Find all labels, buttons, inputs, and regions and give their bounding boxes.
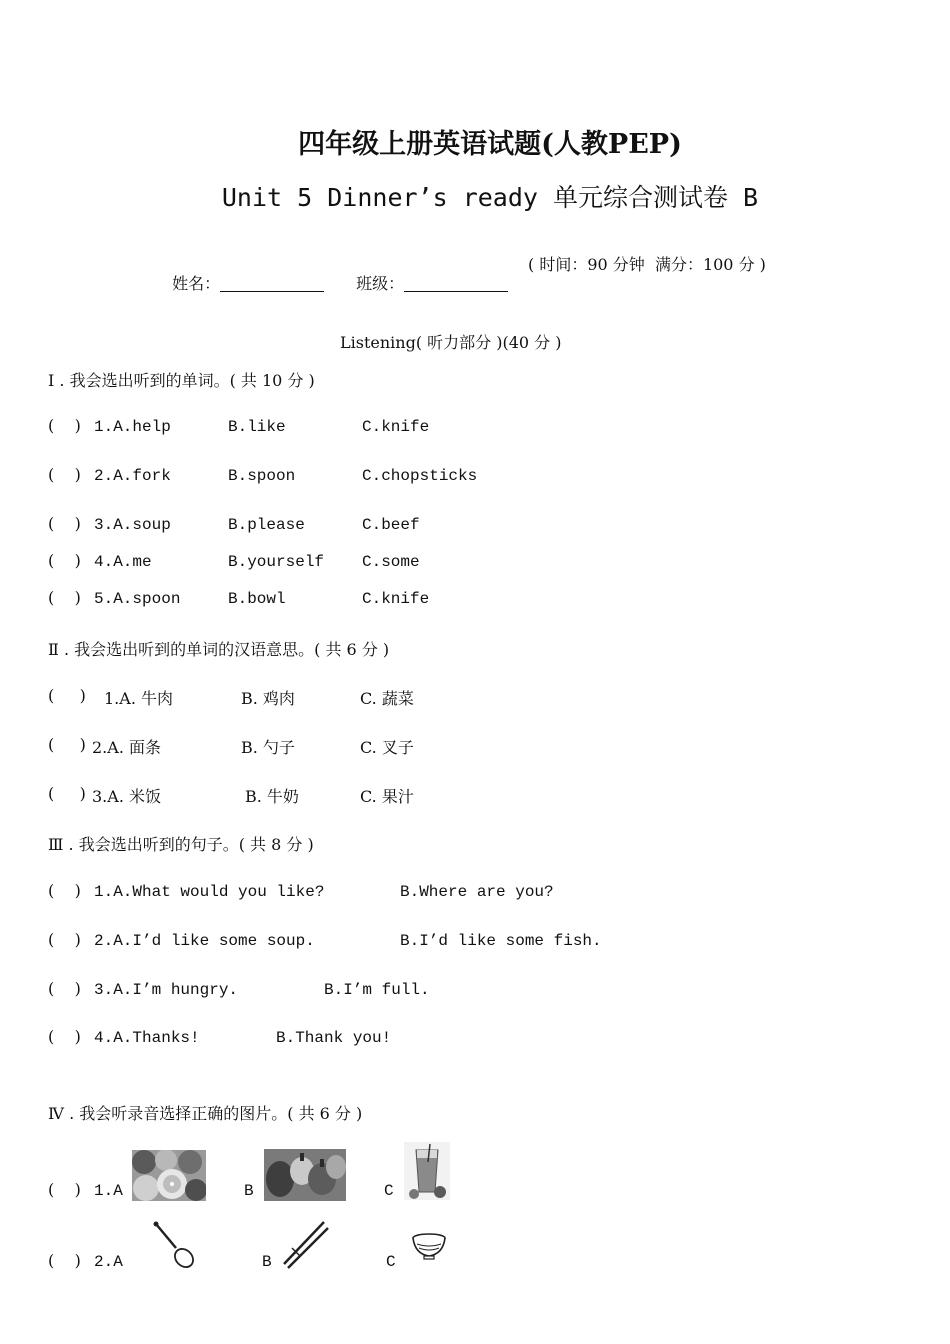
option-a: 1.A.help	[94, 418, 171, 436]
option-c: C.some	[362, 553, 420, 571]
option-b: B.I’d like some fish.	[400, 932, 602, 950]
answer-blank[interactable]: ( )	[48, 416, 81, 435]
name-blank[interactable]	[220, 275, 324, 292]
option-a: 1.A. 牛肉	[104, 689, 173, 708]
answer-blank[interactable]: ( )	[48, 514, 81, 533]
class-blank[interactable]	[404, 275, 508, 292]
answer-blank[interactable]: ( )	[48, 551, 81, 570]
answer-blank[interactable]: ( )	[48, 465, 81, 484]
answer-blank[interactable]: ( )	[48, 735, 86, 754]
option-a-label: 2.A	[94, 1253, 123, 1271]
answer-blank[interactable]: ( )	[48, 784, 86, 803]
option-c-label: C	[386, 1253, 396, 1271]
class-label: 班级：	[356, 274, 405, 293]
chopsticks-icon[interactable]	[278, 1218, 330, 1270]
section-2-title: Ⅱ . 我会选出听到的单词的汉语意思。( 共 6 分 )	[48, 640, 390, 659]
option-b-label: B	[244, 1182, 254, 1200]
option-a: 2.A.fork	[94, 467, 171, 485]
option-c: C.beef	[362, 516, 420, 534]
option-a: 1.A.What would you like?	[94, 883, 325, 901]
answer-blank[interactable]: ( )	[48, 686, 86, 705]
answer-blank[interactable]: ( )	[48, 881, 81, 900]
page-subtitle: Unit 5 Dinner’s ready 单元综合测试卷 B	[221, 183, 759, 212]
option-c: C.knife	[362, 590, 430, 608]
listening-title: Listening( 听力部分 )(40 分 )	[340, 333, 562, 352]
section-4-title: Ⅳ . 我会听录音选择正确的图片。( 共 6 分 )	[48, 1104, 363, 1123]
option-b: B.yourself	[228, 553, 325, 571]
answer-blank[interactable]: ( )	[48, 1027, 81, 1046]
option-c: C.chopsticks	[362, 467, 478, 485]
option-a: 2.A.I’d like some soup.	[94, 932, 315, 950]
name-field-row	[162, 252, 324, 294]
option-b: B. 鸡肉	[241, 689, 295, 708]
spoon-icon[interactable]	[148, 1218, 200, 1270]
option-c: C. 果汁	[360, 787, 414, 806]
option-c: C. 叉子	[360, 738, 414, 757]
answer-blank[interactable]: ( )	[48, 1180, 81, 1199]
page-title: 四年级上册英语试题(人教PEP)	[298, 129, 682, 160]
name-label: 姓名：	[172, 274, 221, 293]
peppers-photo[interactable]	[264, 1149, 346, 1201]
option-b: B.Thank you!	[276, 1029, 392, 1047]
option-a: 4.A.Thanks!	[94, 1029, 200, 1047]
option-b: B.bowl	[228, 590, 286, 608]
option-c-label: C	[384, 1182, 394, 1200]
option-a: 3.A. 米饭	[92, 787, 161, 806]
answer-blank[interactable]: ( )	[48, 979, 81, 998]
option-c: C. 蔬菜	[360, 689, 414, 708]
answer-blank[interactable]: ( )	[48, 1251, 81, 1270]
option-b: B. 牛奶	[245, 787, 299, 806]
option-b: B.I’m full.	[324, 981, 430, 999]
section-3-title: Ⅲ . 我会选出听到的句子。( 共 8 分 )	[48, 835, 314, 854]
option-a-label: 1.A	[94, 1182, 123, 1200]
answer-blank[interactable]: ( )	[48, 588, 81, 607]
option-a: 3.A.soup	[94, 516, 171, 534]
option-c: C.knife	[362, 418, 430, 436]
option-a: 3.A.I’m hungry.	[94, 981, 239, 999]
section-1-title: Ⅰ . 我会选出听到的单词。( 共 10 分 )	[48, 371, 315, 390]
option-b: B.please	[228, 516, 305, 534]
answer-blank[interactable]: ( )	[48, 930, 81, 949]
option-b-label: B	[262, 1253, 272, 1271]
juice-photo[interactable]	[404, 1142, 450, 1200]
option-b: B. 勺子	[241, 738, 295, 757]
option-b: B.like	[228, 418, 286, 436]
fruit-photo[interactable]	[132, 1150, 206, 1201]
option-a: 2.A. 面条	[92, 738, 161, 757]
option-b: B.spoon	[228, 467, 296, 485]
option-b: B.Where are you?	[400, 883, 554, 901]
option-a: 5.A.spoon	[94, 590, 181, 608]
bowl-icon[interactable]	[410, 1232, 448, 1262]
class-field-row	[346, 252, 508, 294]
option-a: 4.A.me	[94, 553, 152, 571]
time-info: ( 时间：90 分钟 满分：100 分 )	[528, 255, 766, 274]
